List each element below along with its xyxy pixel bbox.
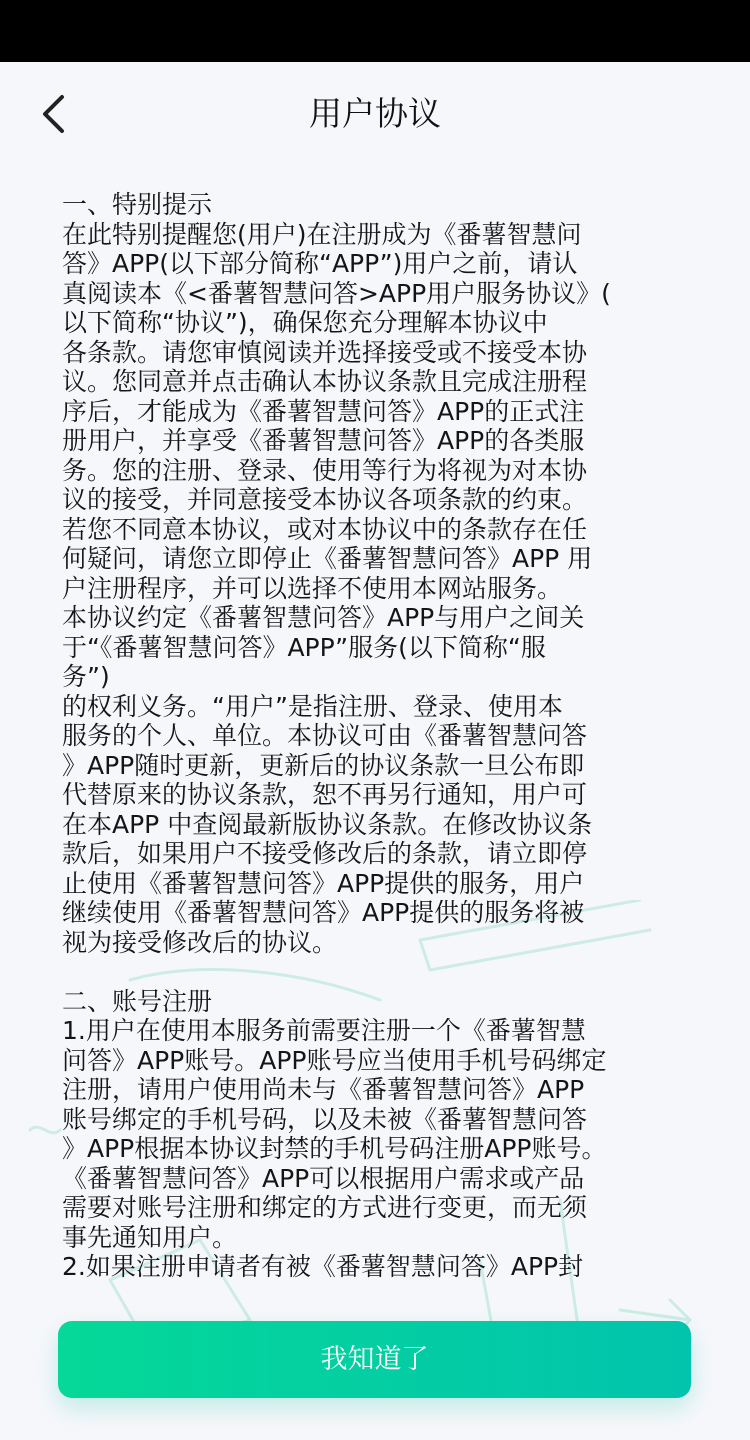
agreement-line: 继续使用《番薯智慧问答》APP提供的服务将被 (62, 898, 585, 927)
agreement-line: 议。您同意并点击确认本协议条款且完成注册程 (62, 367, 588, 396)
agreement-line: 序后，才能成为《番薯智慧问答》APP的正式注 (62, 396, 585, 426)
section-heading: 一、特别提示 (62, 190, 213, 219)
agreement-line: 代替原来的协议条款，恕不再另行通知，用户可 (62, 780, 588, 809)
agreement-line: 务。您的注册、登录、使用等行为将视为对本协 (62, 455, 588, 485)
agreement-line: 《番薯智慧问答》APP可以根据用户需求或产品 (62, 1163, 585, 1193)
agreement-line: 止使用《番薯智慧问答》APP提供的服务，用户 (62, 868, 585, 898)
agreement-line: 款后，如果用户不接受修改后的条款，请立即停 (62, 839, 588, 868)
agreement-line: 注册，请用户使用尚未与《番薯智慧问答》APP (62, 1075, 585, 1104)
agreement-line: 议的接受，并同意接受本协议各项条款的约束。 (62, 485, 588, 514)
agreement-line: 服务的个人、单位。本协议可由《番薯智慧问答 (62, 721, 588, 750)
agreement-line: 的权利义务。“用户”是指注册、登录、使用本 (62, 691, 563, 721)
status-bar (0, 0, 750, 62)
agreement-line: 视为接受修改后的协议。 (62, 927, 338, 957)
agreement-line: 2.如果注册申请者有被《番薯智慧问答》APP封 (62, 1252, 584, 1281)
agreement-line: 答》APP(以下部分简称“APP”)用户之前，请认 (62, 249, 578, 278)
section-heading: 二、账号注册 (62, 986, 213, 1016)
nav-bar (0, 62, 750, 166)
agreement-line: 何疑问，请您立即停止《番薯智慧问答》APP 用 (62, 544, 593, 573)
agreement-line: 》APP随时更新，更新后的协议条款一旦公布即 (62, 750, 585, 780)
agreement-line (62, 957, 702, 987)
agreement-line: 账号绑定的手机号码，以及未被《番薯智慧问答 (62, 1104, 588, 1134)
agreement-text (62, 190, 702, 1282)
agreement-line: 务”) (62, 662, 110, 691)
agreement-line: 各条款。请您审慎阅读并选择接受或不接受本协 (62, 337, 588, 367)
agreement-line: 需要对账号注册和绑定的方式进行变更，而无须 (62, 1193, 588, 1222)
agreement-line: 若您不同意本协议，或对本协议中的条款存在任 (62, 514, 588, 544)
agreement-line: 以下简称“协议”)，确保您充分理解本协议中 (62, 308, 548, 337)
agreement-line: 真阅读本《<番薯智慧问答>APP用户服务协议》( (62, 278, 611, 308)
page-title: 用户协议 (309, 94, 441, 133)
agreement-line: 在此特别提醒您(用户)在注册成为《番薯智慧问 (62, 219, 582, 249)
agreement-line: 户注册程序，并可以选择不使用本网站服务。 (62, 573, 563, 603)
agreement-line: 事先通知用户。 (62, 1222, 238, 1252)
agreement-line: 问答》APP账号。APP账号应当使用手机号码绑定 (62, 1045, 607, 1075)
agreement-line: 册用户，并享受《番薯智慧问答》APP的各类服 (62, 426, 585, 455)
agreement-line: 1.用户在使用本服务前需要注册一个《番薯智慧 (62, 1016, 586, 1045)
i-understand-button[interactable]: 我知道了 (58, 1321, 691, 1398)
agreement-line: 本协议约定《番薯智慧问答》APP与用户之间关 (62, 603, 585, 632)
agreement-line: 于“《番薯智慧问答》APP”服务(以下简称“服 (62, 632, 546, 662)
agreement-line: 》APP根据本协议封禁的手机号码注册APP账号。 (62, 1134, 607, 1163)
agreement-line: 在本APP 中查阅最新版协议条款。在修改协议条 (62, 809, 593, 839)
